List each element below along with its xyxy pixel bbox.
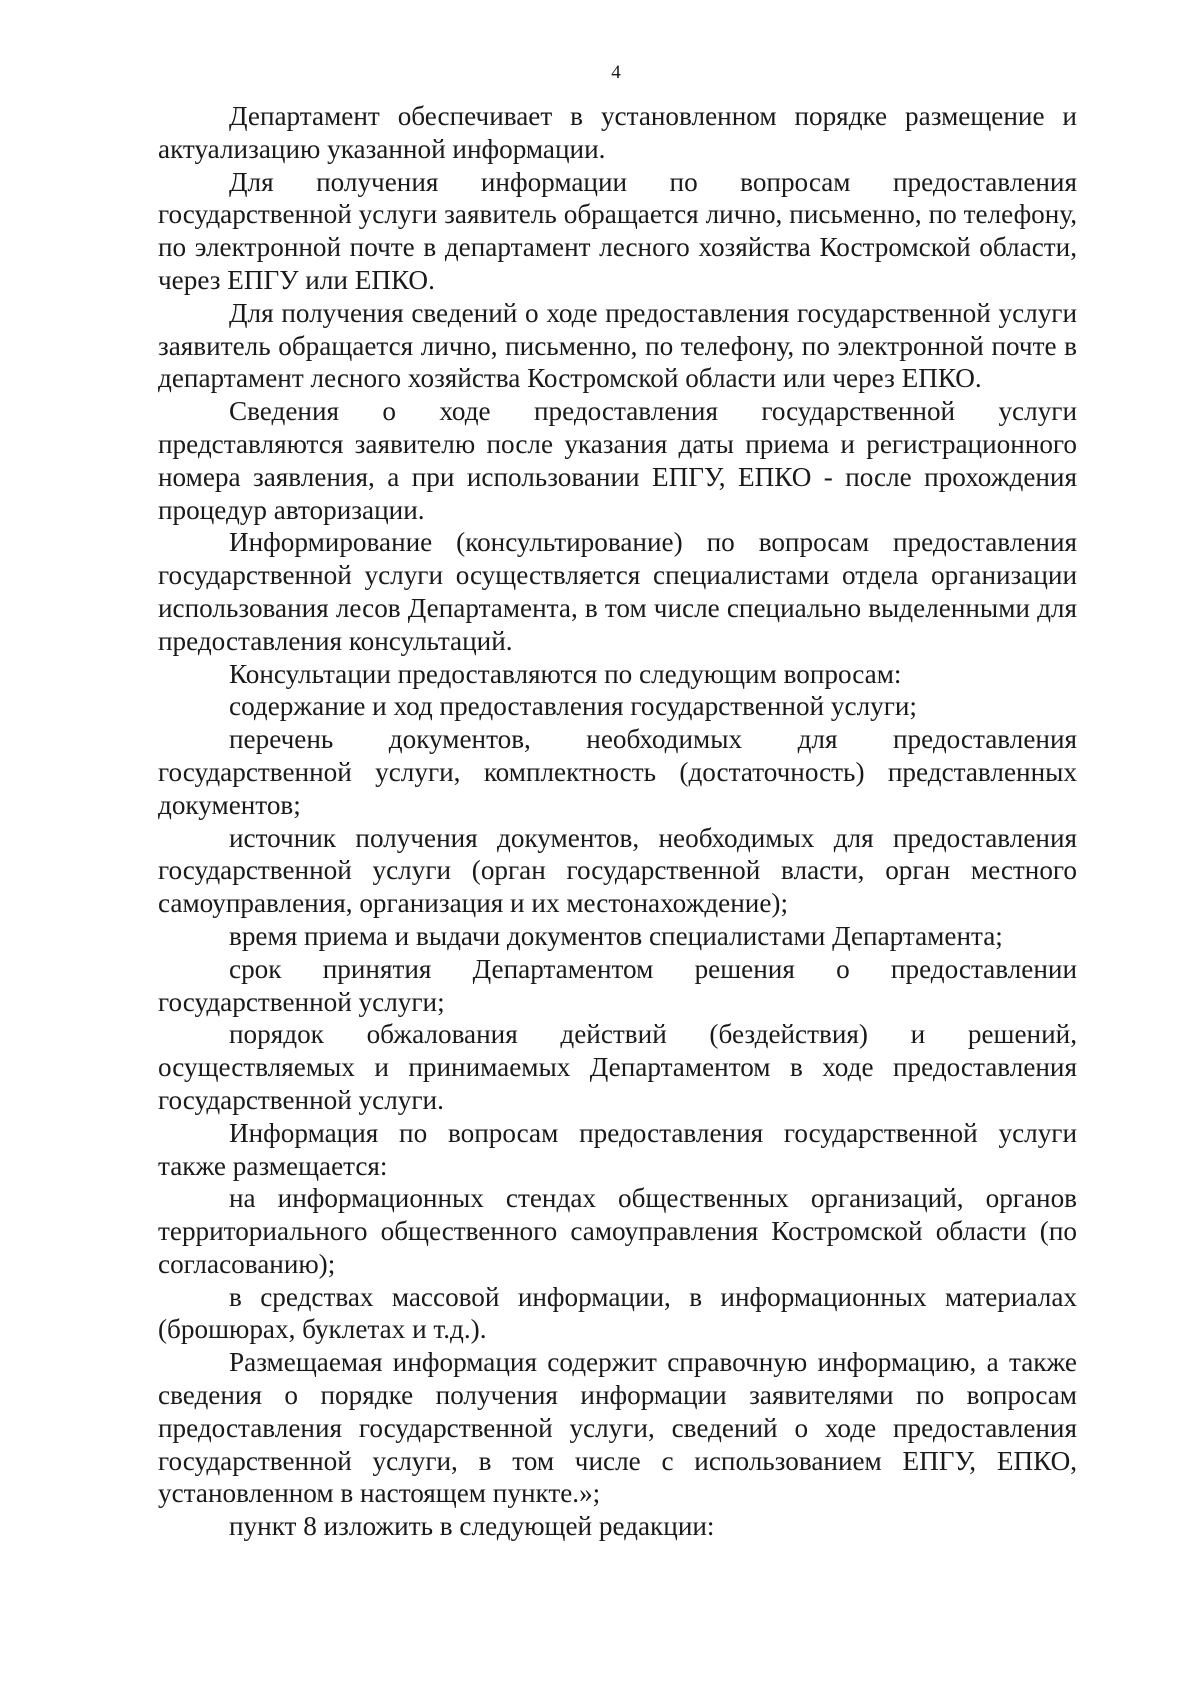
paragraph: Сведения о ходе предоставления государственной услуги представляются заявителю после указания даты приема и регистрационного номера заявления, а при использовании ЕПГУ, ЕПКО - после прохождения процедур авторизации.	[158, 396, 1077, 525]
paragraph: Размещаемая информация содержит справочную информацию, а также сведения о порядке получения информации заявителями по вопросам предоставления государственной услуги, сведений о ходе предоставления государственной услуги, в том числе с использованием ЕПГУ, ЕПКО, установленном в настоящем пункте.»;	[158, 1347, 1077, 1509]
list-item: в средствах массовой информации, в информационных материалах (брошюрах, буклетах и т.д.).	[158, 1281, 1077, 1345]
list-item: перечень документов, необходимых для предоставления государственной услуги, комплектность (достаточность) представленных документов;	[158, 724, 1077, 820]
list-item: срок принятия Департаментом решения о предоставлении государственной услуги;	[158, 953, 1077, 1017]
paragraph: пункт 8 изложить в следующей редакции:	[229, 1511, 715, 1542]
paragraph: Для получения информации по вопросам предоставления государственной услуги заявитель обращается лично, письменно, по телефону, по электронной почте в департамент лесного хозяйства Костромской области, через ЕПГУ или ЕПКО.	[158, 166, 1077, 295]
document-body	[158, 100, 1077, 1543]
list-item: порядок обжалования действий (бездействия) и решений, осуществляемых и принимаемых Департаментом в ходе предоставления государственной услуги.	[158, 1019, 1077, 1115]
list-item: время приема и выдачи документов специалистами Департамента;	[229, 920, 1003, 951]
paragraph: Консультации предоставляются по следующим вопросам:	[229, 658, 902, 689]
paragraph: Информация по вопросам предоставления государственной услуги также размещается:	[158, 1117, 1077, 1181]
paragraph: Информирование (консультирование) по вопросам предоставления государственной услуги осуществляется специалистами отдела организации использования лесов Департамента, в том числе специально выделенными для предоставления консультаций.	[158, 527, 1077, 656]
page-number: 4	[611, 62, 621, 83]
list-item: на информационных стендах общественных организаций, органов территориального общественного самоуправления Костромской области (по согласованию);	[158, 1183, 1077, 1279]
paragraph: Для получения сведений о ходе предоставления государственной услуги заявитель обращается лично, письменно, по телефону, по электронной почте в департамент лесного хозяйства Костромской области или через ЕПКО.	[158, 297, 1077, 394]
paragraph: Департамент обеспечивает в установленном порядке размещение и актуализацию указанной информации.	[158, 101, 1077, 164]
list-item: содержание и ход предоставления государственной услуги;	[229, 691, 917, 722]
list-item: источник получения документов, необходимых для предоставления государственной услуги (орган государственной власти, орган местного самоуправления, организация и их местонахождение);	[158, 822, 1077, 919]
